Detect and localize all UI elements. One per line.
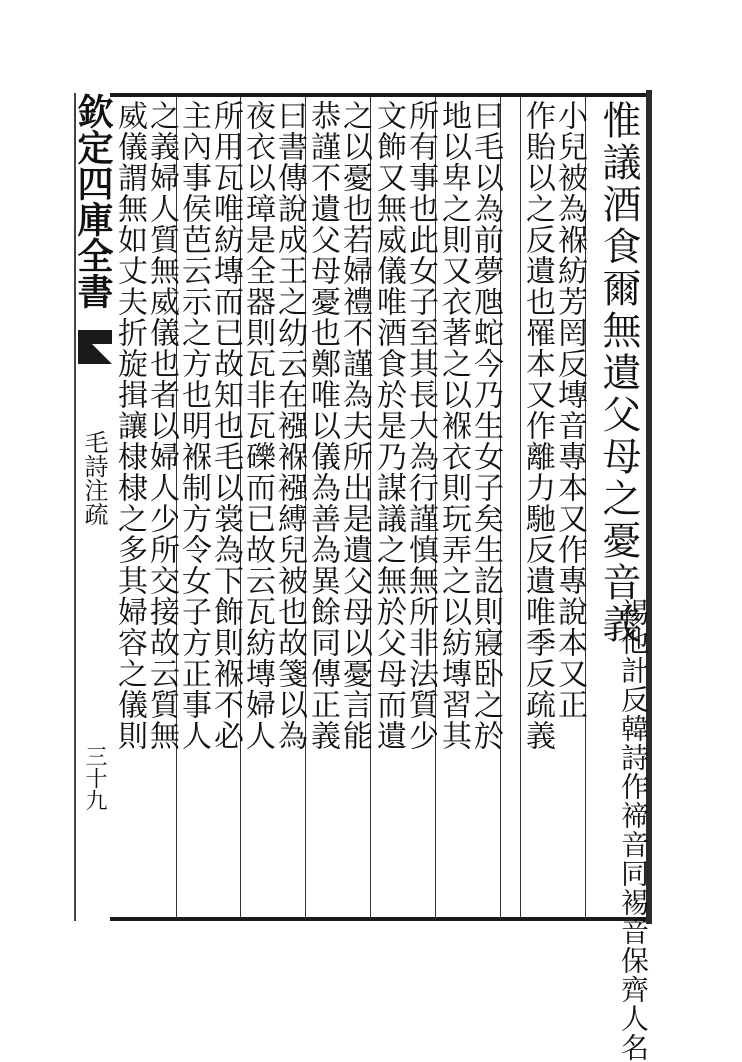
fore-edge-title: 毛詩注疏 bbox=[80, 430, 108, 526]
commentary-text: 作貽以之反遺也罹本又作離力馳反遺唯季反疏義 bbox=[520, 100, 555, 751]
commentary-text: 曰書傳說成王之幼云在襁褓襁縛兒被也故箋以為 bbox=[272, 100, 307, 751]
fore-edge-header: 欽定四庫全書 bbox=[72, 93, 114, 309]
commentary-column-13 bbox=[145, 100, 177, 915]
annotation-text: 裼他計反韓詩作禘音同裼音保齊人名 bbox=[617, 598, 650, 1062]
commentary-text: 主內事侯芭云示之方也明褓制方令女子方正事人 bbox=[176, 100, 211, 751]
commentary-text: 所用瓦唯紡塼而已故知也毛以裳為下飾則褓不必 bbox=[208, 100, 243, 751]
commentary-text: 曰毛以為前夢虺蛇今乃生女子矣生訖則寢卧之於 bbox=[468, 100, 503, 751]
commentary-text: 夜衣以璋是全器則瓦非瓦礫而已故云瓦紡塼婦人 bbox=[240, 100, 275, 751]
commentary-column-8 bbox=[306, 100, 338, 915]
commentary-column-6 bbox=[372, 100, 404, 915]
commentary-column-12 bbox=[177, 100, 209, 915]
commentary-text: 文飾又無威儀唯酒食於是乃謀議之無於父母而遺 bbox=[371, 100, 406, 751]
column-main-annotation bbox=[588, 598, 650, 1062]
commentary-column-7 bbox=[338, 100, 370, 915]
commentary-column-9 bbox=[273, 100, 305, 915]
commentary-text: 所有事也此女子至其長大為行謹慎無所非法質少 bbox=[403, 100, 438, 751]
commentary-column-14 bbox=[113, 100, 145, 915]
commentary-column-2 bbox=[521, 100, 553, 915]
commentary-column-3 bbox=[469, 100, 501, 915]
commentary-column-10 bbox=[241, 100, 273, 915]
commentary-column-4 bbox=[437, 100, 469, 915]
commentary-column-5 bbox=[404, 100, 436, 915]
commentary-column-11 bbox=[209, 100, 241, 915]
fore-edge-page-number: 三十九 bbox=[82, 745, 107, 811]
commentary-text: 之以憂也若婦禮不謹為夫所出是遺父母以憂言能 bbox=[337, 100, 372, 751]
commentary-text: 之義婦人質無威儀也者以婦人少所交接故云質無 bbox=[144, 100, 179, 751]
fish-tail-mark-point bbox=[78, 330, 112, 364]
commentary-text: 恭謹不遺父母憂也鄭唯以儀為善為異餘同傳正義 bbox=[305, 100, 340, 751]
commentary-text: 地以卑之則又衣著之以褓衣則玩弄之以紡塼習其 bbox=[436, 100, 471, 751]
main-verse-text: 惟議酒食爾無遺父母之憂音義 bbox=[596, 100, 641, 646]
commentary-text: 小兒被為褓紡芳罔反塼音專本又作專說本又正 bbox=[552, 100, 587, 720]
commentary-column-1 bbox=[553, 100, 585, 915]
commentary-text: 威儀謂無如丈夫折旋揖讓棣棣之多其婦容之儀則 bbox=[112, 100, 147, 751]
